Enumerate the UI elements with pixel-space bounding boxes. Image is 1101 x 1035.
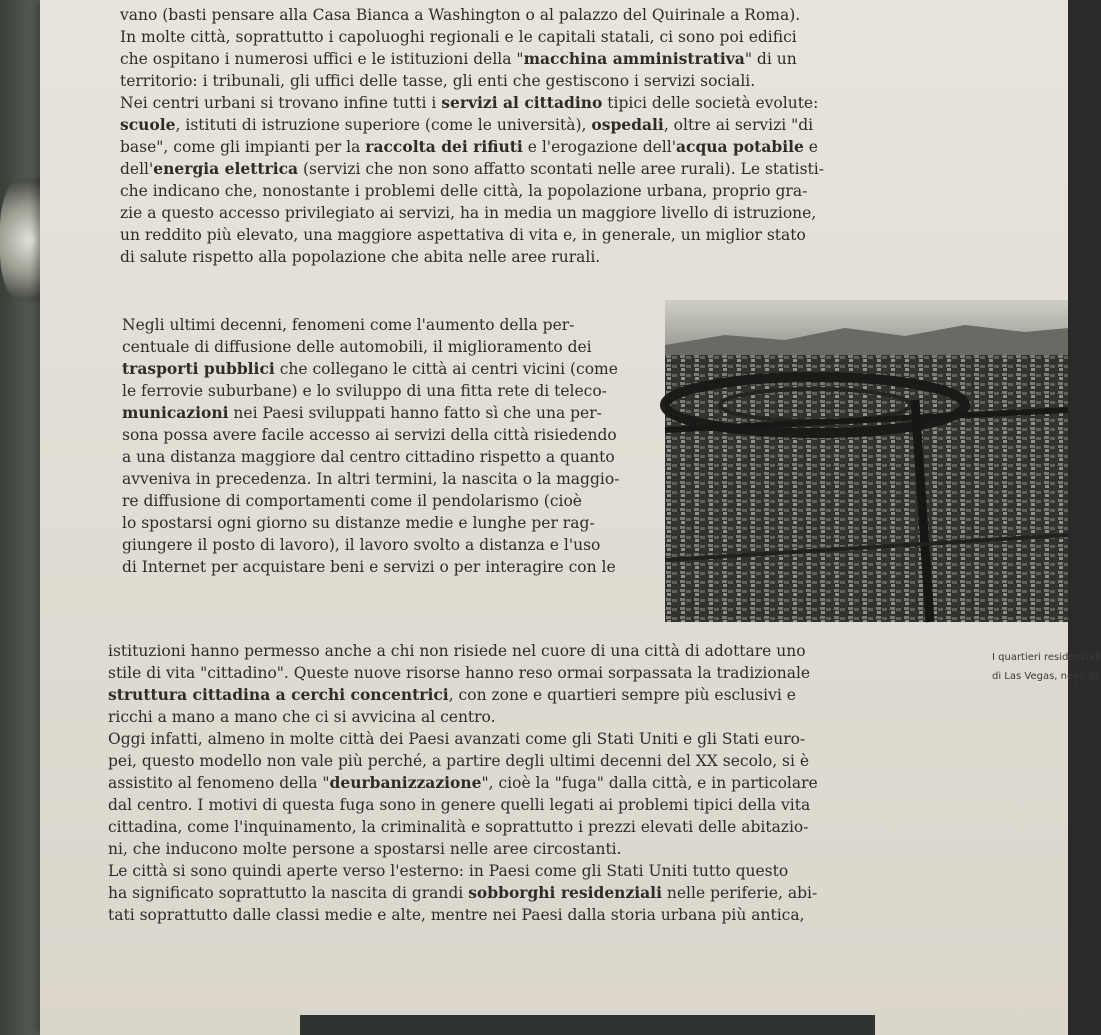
text-line: municazioni nei Paesi sviluppati hanno fatto sì che una per- [122,403,602,422]
text-line: ni, che inducono molte persone a spostarsi nelle aree circostanti. [108,840,622,858]
text-line: di salute rispetto alla popolazione che abita nelle aree rurali. [120,248,601,266]
text-line: re diffusione di comportamenti come il pendolarismo (cioè [122,492,582,510]
text-line: pei, questo modello non vale più perché, a partire degli ultimi decenni del XX secolo, si è [108,752,810,770]
bottom-edge-strip [300,1015,875,1035]
text-line: Le città si sono quindi aperte verso l'esterno: in Paesi come gli Stati Uniti tutto questo [108,862,789,880]
text-line: stile di vita "cittadino". Queste nuove risorse hanno reso ormai sorpassata la tradizionale [108,664,811,682]
text-line: In molte città, soprattutto i capoluoghi regionali e le capitali statali, ci sono poi edifici [120,28,797,46]
text-line: sona possa avere facile accesso ai servizi della città risiedendo [122,426,617,444]
text-line: assistito al fenomeno della "deurbanizzazione", cioè la "fuga" dalla città, e in particolare [108,773,818,792]
text-line: di Internet per acquistare beni e servizi o per interagire con le [122,558,616,576]
text-line: dal centro. I motivi di questa fuga sono in genere quelli legati ai problemi tipici della vita [108,796,811,814]
text-line: cittadina, come l'inquinamento, la criminalità e soprattutto i prezzi elevati delle abitazio- [108,818,809,836]
text-block-bottom [108,640,818,926]
text-line: tati soprattutto dalle classi medie e alte, mentre nei Paesi dalla storia urbana più antica, [108,906,805,924]
text-line: giungere il posto di lavoro), il lavoro svolto a distanza e l'uso [122,536,601,554]
text-line: Negli ultimi decenni, fenomeni come l'aumento della per- [122,316,575,334]
text-line: Nei centri urbani si trovano infine tutti i servizi al cittadino tipici delle società evolute: [120,93,819,112]
text-line: avveniva in precedenza. In altri termini, la nascita o la maggio- [122,470,620,488]
text-line: Oggi infatti, almeno in molte città dei Paesi avanzati come gli Stati Uniti e gli Stati euro- [108,730,806,748]
text-line: lo spostarsi ogni giorno su distanze medie e lunghe per rag- [122,514,595,532]
text-line: vano (basti pensare alla Casa Bianca a Washington o al palazzo del Quirinale a Roma). [120,6,801,24]
text-line: trasporti pubblici che collegano le città ai centri vicini (come [122,359,618,378]
text-line: che ospitano i numerosi uffici e le istituzioni della "macchina amministrativa" di un [120,49,797,68]
text-line: istituzioni hanno permesso anche a chi non risiede nel cuore di una città di adottare uno [108,642,806,660]
text-line: centuale di diffusione delle automobili, il miglioramento dei [122,338,592,356]
photo-caption [992,648,1101,686]
text-block-middle [122,314,619,578]
text-line: a una distanza maggiore dal centro cittadino rispetto a quanto [122,448,615,466]
text-block-top [120,4,824,268]
text-line: le ferrovie suburbane) e lo sviluppo di una fitta rete di teleco- [122,382,607,400]
text-line: dell'energia elettrica (servizi che non sono affatto scontati nelle aree rurali). Le statisti- [120,159,824,178]
text-line: che indicano che, nonostante i problemi delle città, la popolazione urbana, proprio gra- [120,182,808,200]
text-line: territorio: i tribunali, gli uffici delle tasse, gli enti che gestiscono i servizi sociali. [120,72,756,90]
text-line: ha significato soprattutto la nascita di grandi sobborghi residenziali nelle periferie, abi- [108,883,818,902]
text-line: scuole, istituti di istruzione superiore (come le università), ospedali, oltre ai servizi "di [120,115,814,134]
text-line: struttura cittadina a cerchi concentrici, con zone e quartieri sempre più esclusivi e [108,685,796,704]
text-line: ricchi a mano a mano che ci si avvicina al centro. [108,708,496,726]
text-line: base", come gli impianti per la raccolta dei rifiuti e l'erogazione dell'acqua potabile e [120,137,818,156]
caption-line-2: di Las Vegas, negli St [992,671,1099,682]
caption-line-1: I quartieri residenziali [992,652,1101,663]
text-line: un reddito più elevato, una maggiore aspettativa di vita e, in generale, un miglior stato [120,226,806,244]
las-vegas-aerial-photo [665,300,1068,622]
text-line: zie a questo accesso privilegiato ai servizi, ha in media un maggiore livello di istruzione, [120,204,817,222]
